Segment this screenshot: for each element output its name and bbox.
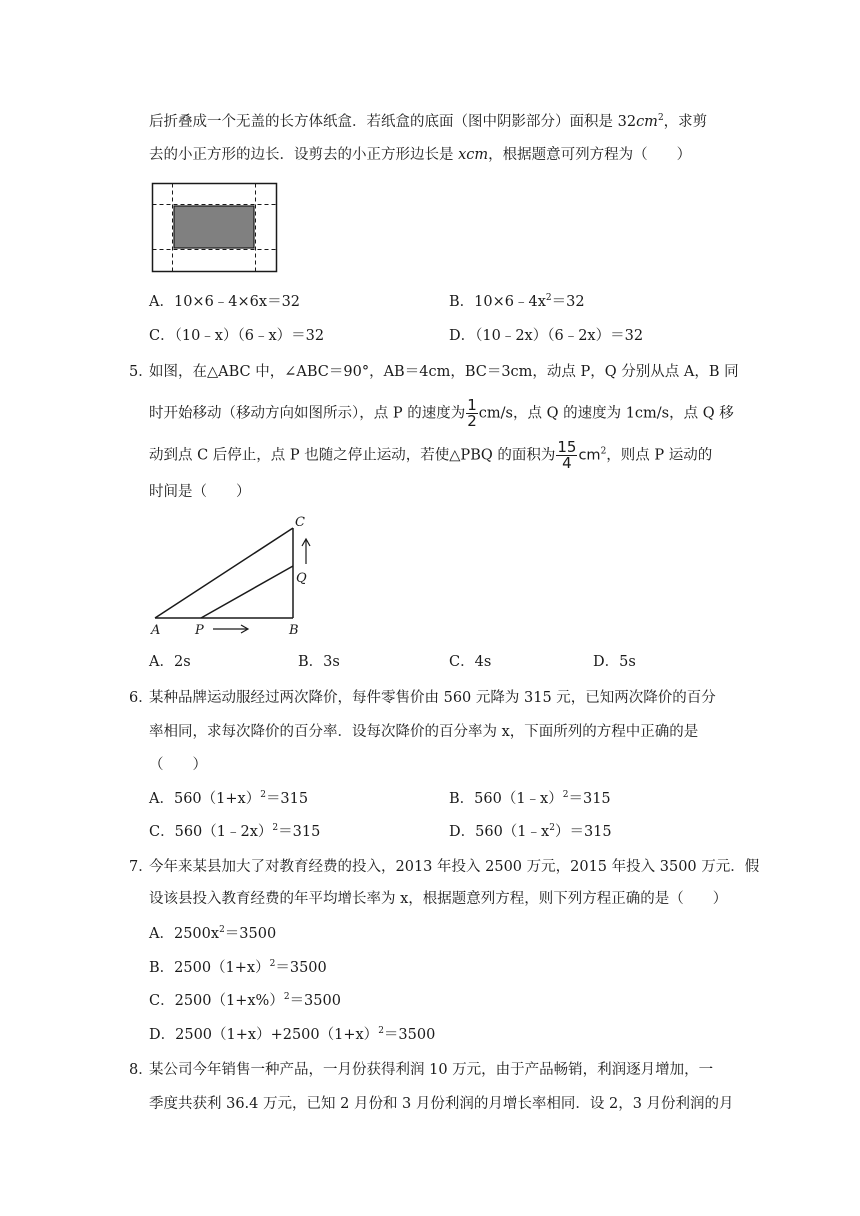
q5-fraction-15-4: $\frac{15}{4}$ bbox=[557, 438, 577, 472]
q6-text-line3: （ ） bbox=[149, 757, 207, 773]
q6-text-line2: 率相同，求每次降价的百分率．设每次降价的百分率为 x，下面所列的方程中正确的是 bbox=[149, 724, 699, 740]
q5-label-p: P bbox=[195, 623, 204, 638]
q4-option-b: B．$10\times 6﹣4x^2=32$ bbox=[449, 293, 585, 310]
q7-text-line1: 今年来某县加大了对教育经费的投入，2013 年投入 2500 万元，2015 年投入 3500 万元．假 bbox=[149, 859, 760, 875]
q5-text-line4: 时间是（ ） bbox=[149, 484, 251, 500]
q5-number: 5． bbox=[129, 364, 153, 380]
q8-number: 8． bbox=[129, 1062, 153, 1078]
q4-text-line1: 后折叠成一个无盖的长方体纸盒．若纸盒的底面（图中阴影部分）面积是 $32cm^2$，求剪 bbox=[149, 113, 708, 130]
q6-option-b: B．560（1﹣x）$^2$＝315 bbox=[449, 790, 611, 807]
q4-option-c: C．（10﹣x）（6﹣x）＝32 bbox=[149, 328, 325, 344]
q5-label-c: C bbox=[295, 515, 305, 530]
q5-label-q: Q bbox=[296, 571, 307, 586]
q5-label-b: B bbox=[289, 623, 299, 638]
q5-fraction-half: $\frac{1}{2}$ bbox=[467, 396, 477, 430]
q5-triangle-figure bbox=[145, 510, 315, 640]
q4-box-figure bbox=[150, 181, 280, 275]
q8-text-line1: 某公司今年销售一种产品，一月份获得利润 10 万元，由于产品畅销，利润逐月增加，一 bbox=[149, 1062, 714, 1078]
q5-text-line2: 时开始移动（移动方向如图所示），点 P 的速度为 $\frac{1}{2}$ cm/s，点 Q 的速度为 1cm/s，点 Q 移 bbox=[149, 396, 734, 430]
q5-text-line1: 如图，在△ABC 中，∠ABC＝90°，AB＝4cm，BC＝3cm，动点 P，Q 分别从点 A，B 同 bbox=[149, 364, 739, 380]
q7-option-a: A．$2500x^2=3500$ bbox=[149, 925, 277, 942]
q6-option-a: A．$560(1+x)^2=315$ bbox=[149, 790, 309, 807]
q7-number: 7． bbox=[129, 859, 153, 875]
q6-option-d: D．$560(1﹣x^2)=315$ bbox=[449, 823, 612, 840]
q7-option-b: B．$2500(1+x)^2=3500$ bbox=[149, 959, 327, 976]
q4-shaded-base bbox=[174, 206, 254, 248]
q6-option-c: C．560（1﹣2x）$^2$＝315 bbox=[149, 823, 321, 840]
q8-text-line2: 季度共获利 36.4 万元，已知 2 月份和 3 月份利润的月增长率相同．设 2，3 月份利润的月 bbox=[149, 1096, 734, 1112]
q5-option-d: D．5s bbox=[593, 654, 636, 670]
q7-option-d: D．$2500(1+x)+2500(1+x)^2=3500$ bbox=[149, 1026, 436, 1043]
q4-text-line2: 去的小正方形的边长．设剪去的小正方形边长是 xcm，根据题意可列方程为（ ） bbox=[149, 147, 692, 163]
q5-label-a: A bbox=[151, 623, 161, 638]
q5-option-a: A．2s bbox=[149, 654, 191, 670]
q4-option-d: D．（10﹣2x）（6﹣2x）＝32 bbox=[449, 328, 644, 344]
q5-text-line3: 动到点 C 后停止，点 P 也随之停止运动，若使△PBQ 的面积为 $\frac{15}{4}$ $cm^2$，则点 P 运动的 bbox=[149, 438, 713, 472]
q6-number: 6． bbox=[129, 690, 153, 706]
q5-option-c: C．4s bbox=[449, 654, 492, 670]
q4-option-a: A．10×6﹣4×6x＝32 bbox=[149, 294, 301, 310]
q7-option-c: C．$2500(1+x\%)^2=3500$ bbox=[149, 992, 341, 1009]
q5-segment-pq bbox=[201, 566, 293, 618]
q7-text-line2: 设该县投入教育经费的年平均增长率为 x，根据题意列方程，则下列方程正确的是（ ） bbox=[149, 891, 728, 907]
q5-option-b: B．3s bbox=[298, 654, 340, 670]
q6-text-line1: 某种品牌运动服经过两次降价，每件零售价由 560 元降为 315 元，已知两次降价的百分 bbox=[149, 690, 716, 706]
